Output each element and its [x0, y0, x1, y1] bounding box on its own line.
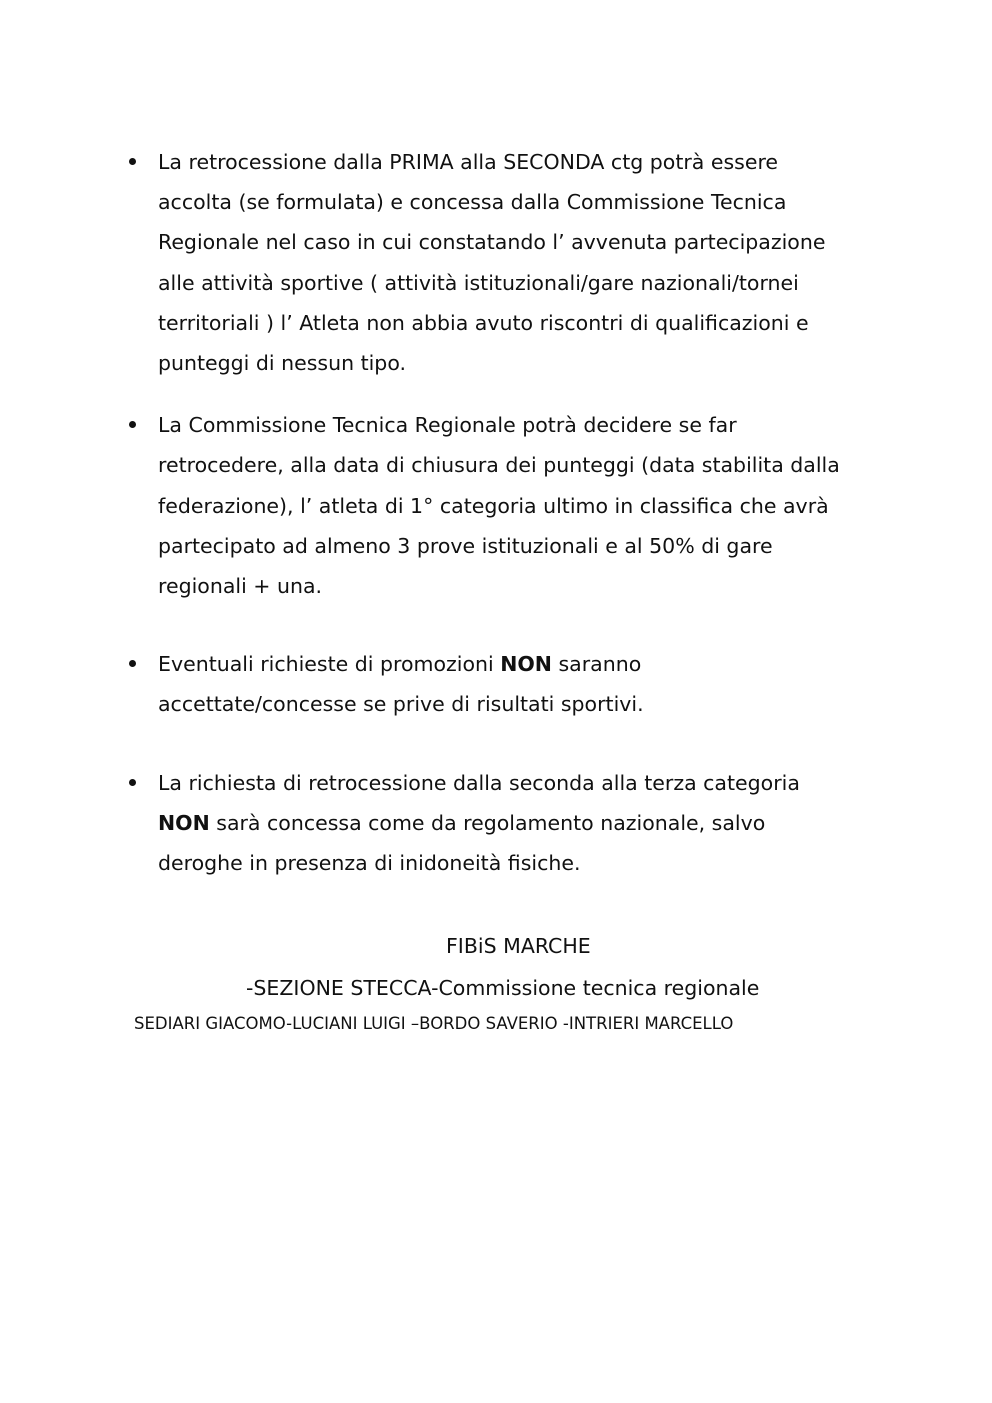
rule-text-line: accolta (se formulata) e concessa dalla Commissione Tecnica: [158, 190, 787, 215]
rule-text-line: alle attività sportive ( attività istituzionali/gare nazionali/tornei: [158, 270, 799, 295]
bullet-dot-icon: [129, 421, 136, 428]
rule-text-line: [158, 803, 906, 843]
rule-text-line: Regionale nel caso in cui constatando l’ avvenuta partecipazione: [158, 230, 826, 255]
rule-text-line: punteggi di nessun tipo.: [158, 351, 407, 376]
rule-item-relegation-first-to-second: [126, 142, 906, 383]
section-title: -SEZIONE STECCA-Commissione tecnica regionale: [246, 976, 760, 1000]
bullet-dot-icon: [129, 158, 136, 165]
rule-text-line: [158, 644, 906, 684]
emphasis-non: NON: [158, 810, 210, 835]
rule-text-line: retrocedere, alla data di chiusura dei punteggi (data stabilita dalla: [158, 453, 840, 478]
rule-text-line: federazione), l’ atleta di 1° categoria ultimo in classifica che avrà: [158, 493, 829, 518]
rules-list: [126, 142, 906, 883]
rule-text-line: accettate/concesse se prive di risultati sportivi.: [158, 692, 644, 717]
organization-name: FIBiS MARCHE: [446, 934, 591, 958]
emphasis-non: NON: [500, 652, 552, 677]
rule-text-segment: Eventuali richieste di promozioni: [158, 652, 501, 677]
bullet-dot-icon: [129, 660, 136, 667]
rule-item-promotion-requests: [126, 644, 906, 724]
rule-text-line: partecipato ad almeno 3 prove istituzionali e al 50% di gare: [158, 533, 773, 558]
commission-members: SEDIARI GIACOMO-LUCIANI LUIGI –BORDO SAVERIO -INTRIERI MARCELLO: [134, 1014, 734, 1033]
rule-text-line: regionali + una.: [158, 574, 323, 599]
rule-text-line: deroghe in presenza di inidoneità fisiche.: [158, 851, 581, 876]
rule-text-line: territoriali ) l’ Atleta non abbia avuto riscontri di qualificazioni e: [158, 310, 809, 335]
rule-item-relegation-last-ranked: [126, 405, 906, 606]
rule-text-segment: sarà concessa come da regolamento nazionale, salvo: [209, 810, 766, 835]
rule-text-segment: saranno: [551, 652, 642, 677]
rule-text-line: La Commissione Tecnica Regionale potrà decidere se far: [158, 413, 737, 438]
rule-text-line: La richiesta di retrocessione dalla seconda alla terza categoria: [158, 770, 800, 795]
rule-item-relegation-second-to-third: [126, 763, 906, 884]
rule-text-line: La retrocessione dalla PRIMA alla SECONDA ctg potrà essere: [158, 150, 779, 174]
bullet-dot-icon: [129, 779, 136, 786]
